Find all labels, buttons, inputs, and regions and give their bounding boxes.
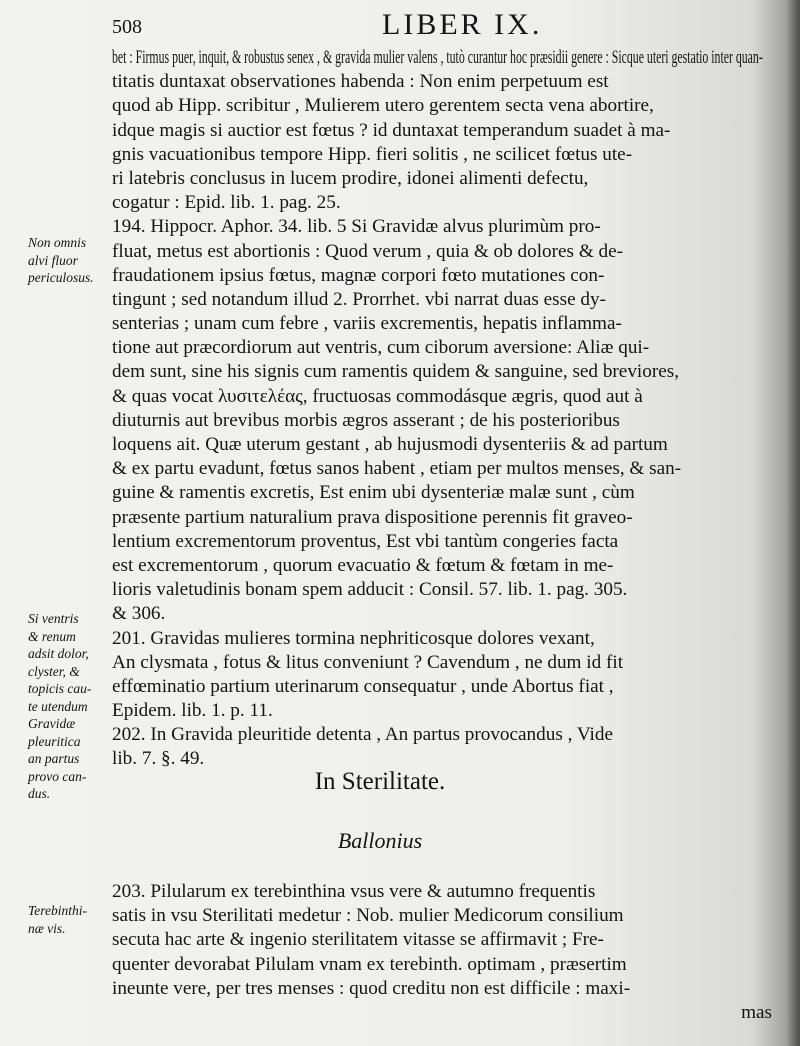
text-line: 202. In Gravida pleuritide detenta , An partus provocandus , Vide [112,724,613,746]
text-line: est excrementorum , quorum evacuatio & fœtum & fœtam in me- [112,554,614,576]
page-header [112,8,752,42]
text-line: guine & ramentis excretis, Est enim ubi dysenteriæ malæ sunt , cùm [112,482,635,504]
main-text-block [112,46,762,772]
text-line: An clysmata , fotus & litus conveniunt ? Cavendum , ne dum id fit [112,651,624,673]
text-line: & 306. [112,603,166,625]
text-line: senterias ; unam cum febre , variis excrementis, hepatis inflamma- [112,313,622,335]
text-line: ri latebris conclusus in lucem prodire, idonei alimenti defectu, [112,167,589,189]
text-line: fraudationem ipsius fœtus, magnæ corpori fœto mutationes con- [112,264,605,286]
text-line: 203. Pilularum ex terebinthina vsus vere & autumno frequentis [112,881,596,902]
text-line: effœminatio partium uterinarum consequatur , unde Abortus fiat , [112,675,614,697]
note-line: dus. [28,786,51,801]
text-line: 201. Gravidas mulieres tormina nephriticosque dolores vexant, [112,627,595,649]
note-line: pleuritica [28,733,81,749]
margin-note [28,902,120,937]
text-line: bet : Firmus puer, inquit, & robustus senex , & gravida mulier valens , tutò curantur hoc præsidii genere : Sicque uteri gestatio inter quan- [112,47,763,68]
text-line: dem sunt, sine his signis cum ramentis quidem & sanguine, sed breviores, [112,361,680,383]
text-line: 194. Hippocr. Aphor. 34. lib. 5 Si Gravidæ alvus plurimùm pro- [112,216,601,238]
margin-note [28,610,120,803]
text-line: & ex partu evadunt, fœtus sanos habent , etiam per multos menses, & san- [112,458,682,480]
note-line: an partus [28,751,80,766]
text-line: fluat, metus est abortionis : Quod verum , quia & ob dolores & de- [112,240,624,262]
note-line: provo can- [28,768,87,784]
lower-text-block [112,880,772,1025]
text-line: titatis duntaxat observationes habenda : Non enim perpetuum est [112,71,609,93]
margin-note [28,234,120,287]
text-line: diuturnis aut brevibus morbis ægros asserant ; de his posterioribus [112,409,620,431]
text-line: idque magis si auctior est fœtus ? id duntaxat temperandum suadet à ma- [112,119,671,141]
text-line: ineunte vere, per tres menses : quod creditu non est difficile : maxi- [112,977,631,999]
text-line: cogatur : Epid. lib. 1. pag. 25. [112,192,341,214]
note-line: clyster, & [28,663,80,679]
note-line: & renum [28,628,76,644]
text-line: lioris valetudinis bonam spem adducit : Consil. 57. lib. 1. pag. 305. [112,579,628,601]
text-line: loquens ait. Quæ uterum gestant , ab hujusmodi dysenteriis & ad partum [112,434,668,455]
text-line: gnis vacuationibus tempore Hipp. fieri solitis , ne scilicet fœtus ute- [112,143,633,165]
note-line: Si ventris [28,611,79,626]
text-line: præsente partium naturalium prava dispositione perennis fit graveo- [112,506,633,528]
note-line: Gravidæ [28,716,76,731]
note-line: alvi fluor [28,252,78,268]
text-line: quod ab Hipp. scribitur , Mulierem utero gerentem secta vena abortire, [112,95,654,117]
running-title: LIBER IX. [382,8,543,41]
text-line: & quas vocat λυσιτελέας, fructuosas commodásque ægris, quod aut à [112,385,643,407]
note-line: topicis cau- [28,681,92,696]
text-line: tione aut præcordiorum aut ventris, cum ciborum aversione: Aliæ qui- [112,337,650,359]
text-line: lib. 7. §. 49. [112,748,205,770]
text-line: quenter devorabat Pilulam vnam ex terebinth. optimam , præsertim [112,953,627,975]
text-line: satis in vsu Sterilitati medetur : Nob. mulier Medicorum consilium [112,905,624,927]
note-line: periculosus. [28,270,94,285]
author-heading: Ballonius [337,828,423,853]
text-line: mas [741,1001,772,1023]
note-line: Non omnis [28,235,87,250]
page-edge-shadow [786,0,800,1046]
note-line: Terebinthi- [28,903,88,918]
text-line: Epidem. lib. 1. p. 11. [112,700,273,722]
page-number: 508 [112,16,142,38]
text-line: lentium excrementorum proventus, Est vbi tantùm congeries facta [112,530,619,552]
note-line: næ vis. [28,920,66,936]
note-line: te utendum [28,698,88,714]
note-line: adsit dolor, [28,646,89,661]
text-line: tingunt ; sed notandum illud 2. Prorrhet. vbi narrat duas esse dy- [112,288,606,310]
text-line: secuta hac arte & ingenio sterilitatem vitasse se affirmavit ; Fre- [112,929,604,951]
section-heading: In Sterilitate. [314,768,446,795]
